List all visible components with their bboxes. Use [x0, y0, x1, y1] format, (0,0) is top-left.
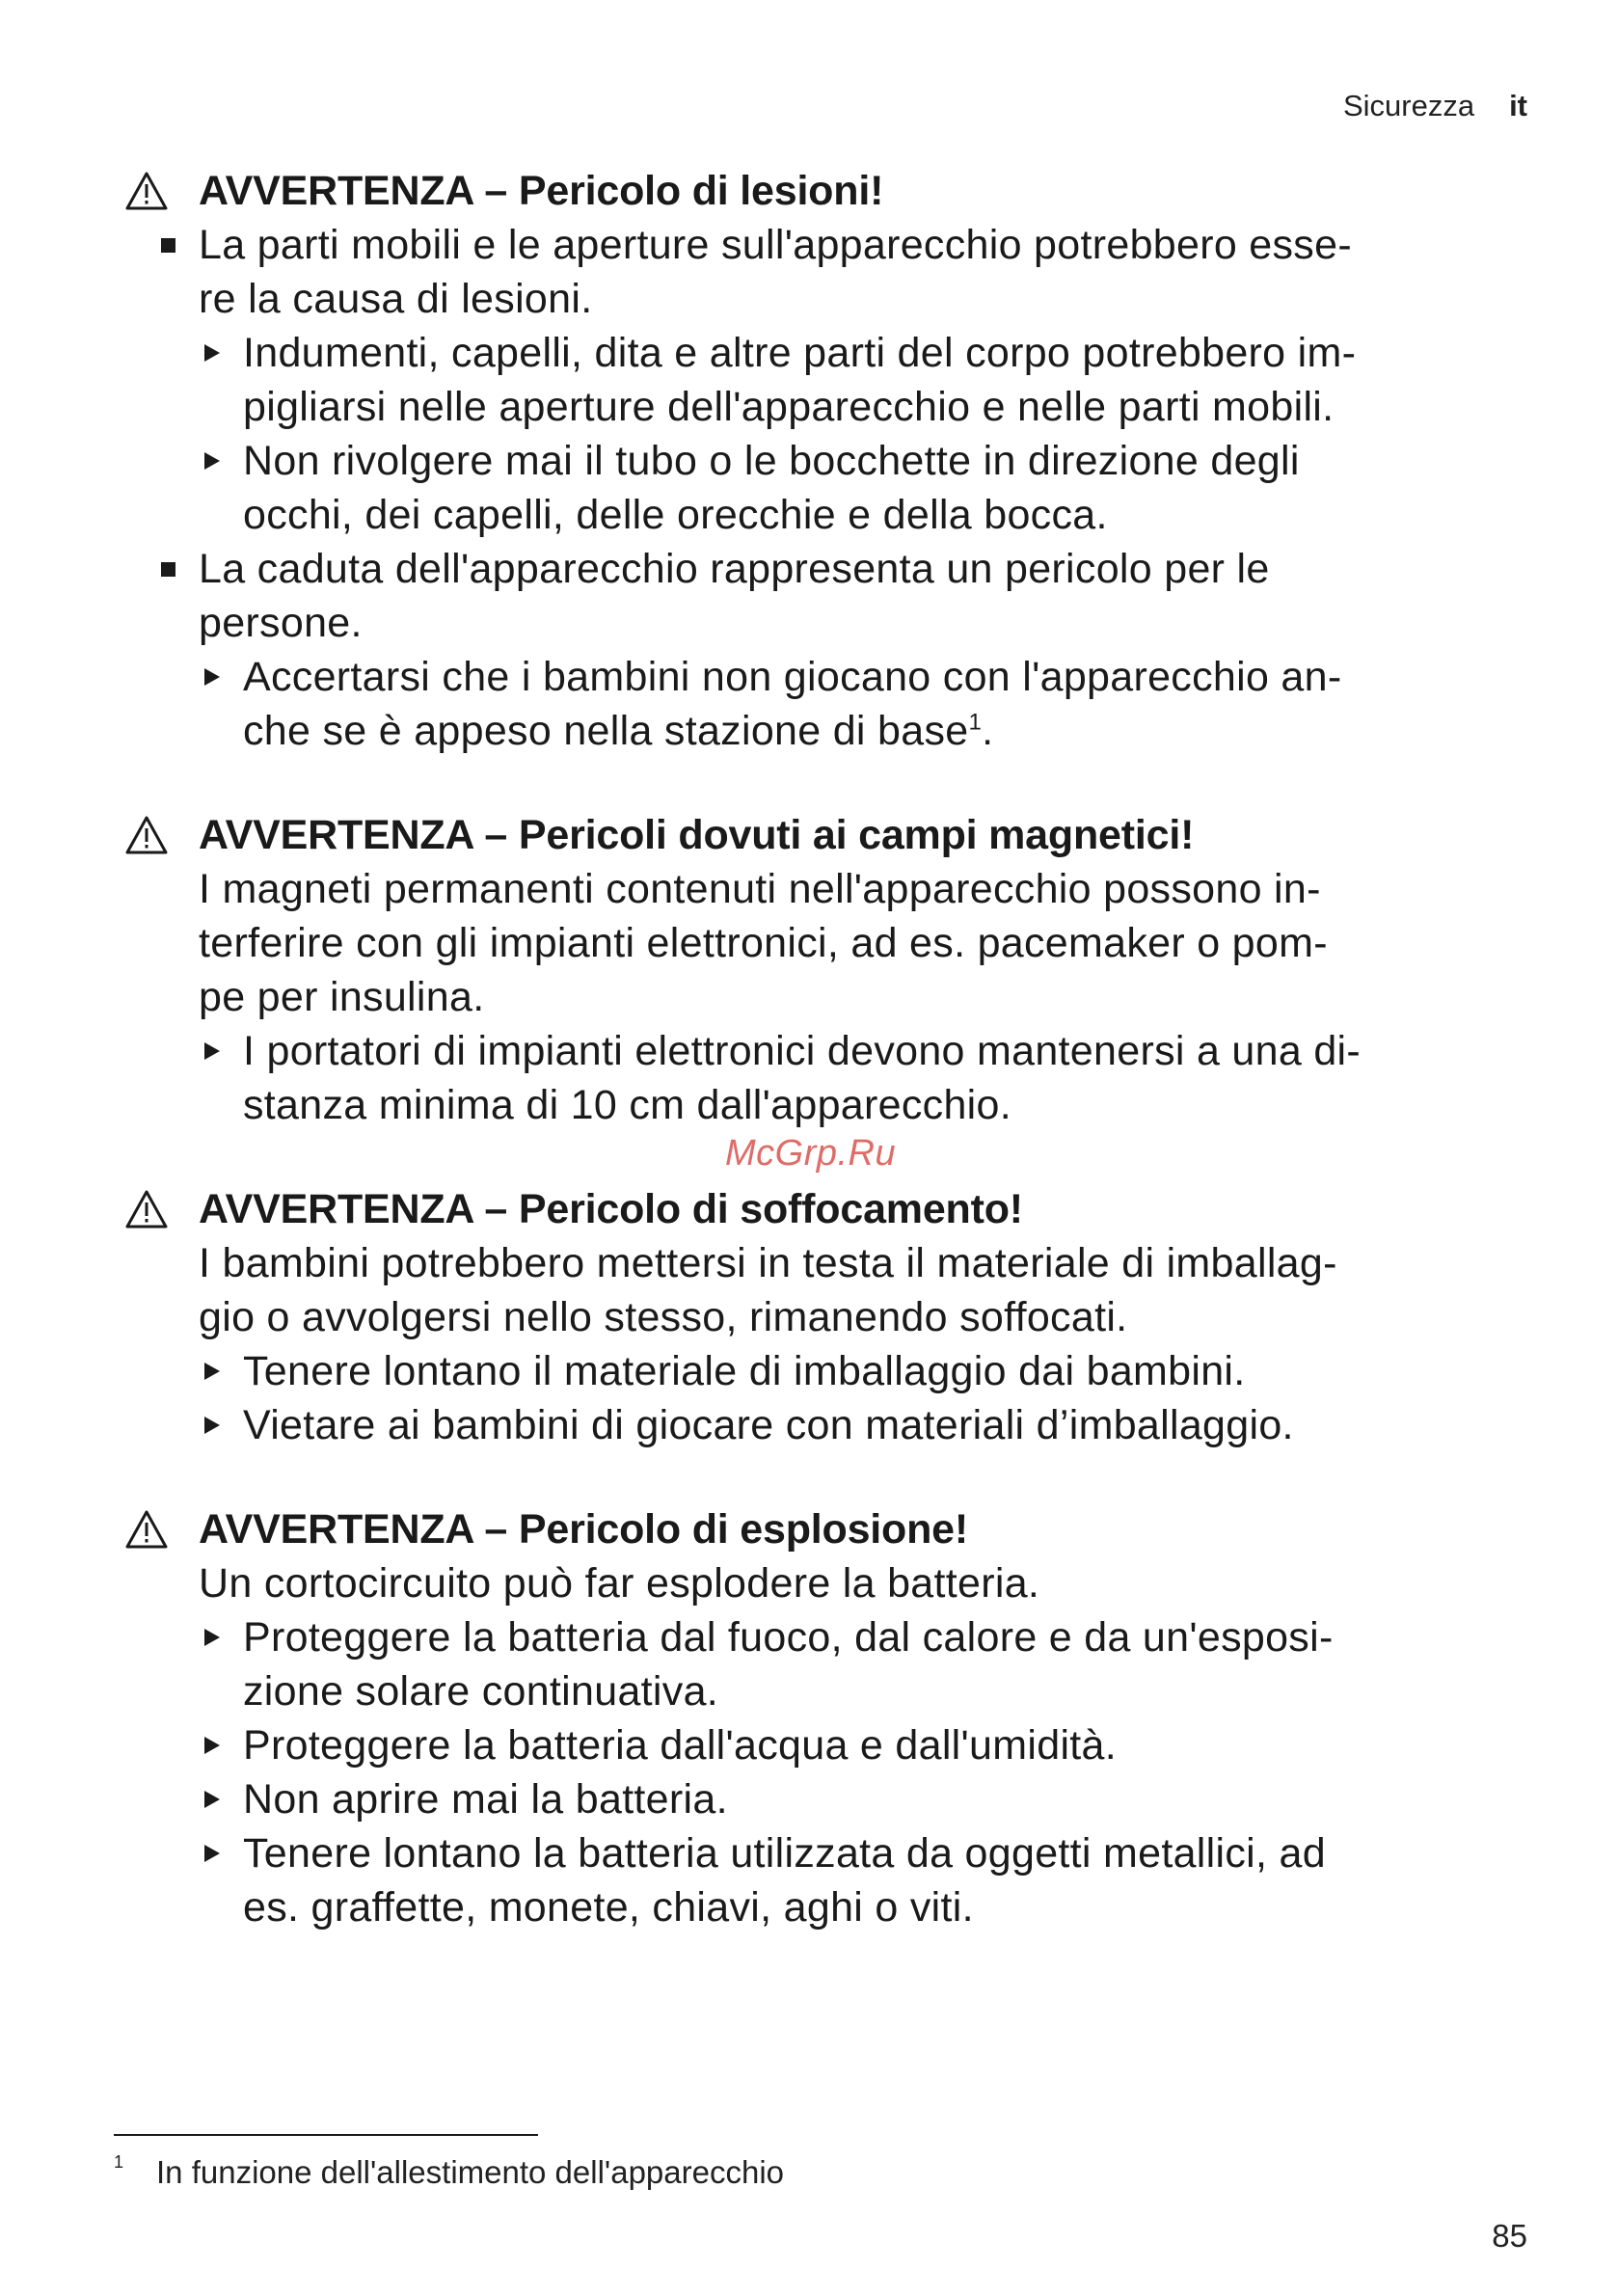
- warning-title: AVVERTENZA – Pericolo di soffocamento!: [125, 1182, 1533, 1236]
- instruction-item: Proteggere la batteria dall'acqua e dall'umidità.: [125, 1718, 1533, 1772]
- footnote: [114, 2152, 784, 2191]
- warning-triangle-icon: [125, 816, 168, 854]
- arrow-right-icon: [204, 1737, 220, 1754]
- warning-title: AVVERTENZA – Pericolo di lesioni!: [125, 164, 1533, 218]
- footnote-divider: [114, 2134, 538, 2136]
- footnote-number: 1: [114, 2152, 124, 2172]
- instruction-item: Non rivolgere mai il tubo o le bocchette in direzione degli occhi, dei capelli, delle orecchie e della bocca.: [125, 434, 1533, 542]
- instruction-item: Indumenti, capelli, dita e altre parti del corpo potrebbero im- pigliarsi nelle aperture dell'apparecchio e nelle parti mobili.: [125, 326, 1533, 434]
- instruction-item: I portatori di impianti elettronici devono mantenersi a una di- stanza minima di 10 cm dall'apparecchio.: [125, 1024, 1533, 1132]
- bullet-square-icon: [161, 238, 175, 253]
- watermark: McGrp.Ru: [725, 1133, 897, 1174]
- warning-injury: [125, 164, 1533, 758]
- warning-title: AVVERTENZA – Pericoli dovuti ai campi magnetici!: [125, 808, 1533, 862]
- bullet-item: La caduta dell'apparecchio rappresenta un pericolo per le persone.: [125, 542, 1533, 650]
- warning-triangle-icon: [125, 1190, 168, 1229]
- arrow-right-icon: [204, 1791, 220, 1808]
- language-code: it: [1509, 89, 1527, 122]
- arrow-right-icon: [204, 1629, 220, 1646]
- arrow-right-icon: [204, 1042, 220, 1060]
- section-title: Sicurezza: [1342, 89, 1475, 122]
- arrow-right-icon: [204, 1417, 220, 1434]
- warning-title: AVVERTENZA – Pericolo di esplosione!: [125, 1502, 1533, 1556]
- instruction-item: Proteggere la batteria dal fuoco, dal calore e da un'esposi- zione solare continuativa.: [125, 1610, 1533, 1718]
- page-header: [1343, 89, 1527, 123]
- footnote-reference: 1: [968, 709, 983, 736]
- footnote-text: In funzione dell'allestimento dell'apparecchio: [156, 2154, 785, 2190]
- instruction-item: Tenere lontano la batteria utilizzata da oggetti metallici, ad es. graffette, monete, chiavi, aghi o viti.: [125, 1826, 1533, 1934]
- warning-body: I bambini potrebbero mettersi in testa il materiale di imballag- gio o avvolgersi nello stesso, rimanendo soffocati.: [199, 1240, 1337, 1340]
- instruction-item: Vietare ai bambini di giocare con materiali d’imballaggio.: [125, 1398, 1533, 1452]
- warning-explosion: [125, 1502, 1533, 1934]
- instruction-item: Accertarsi che i bambini non giocano con l'apparecchio an- che se è appeso nella stazione di base$^1$.: [125, 650, 1533, 758]
- warning-body: Un cortocircuito può far esplodere la batteria.: [199, 1560, 1040, 1607]
- arrow-right-icon: [204, 344, 220, 362]
- arrow-right-icon: [204, 668, 220, 686]
- content: [125, 164, 1533, 1985]
- warning-suffocation: [125, 1182, 1533, 1452]
- arrow-right-icon: [204, 1845, 220, 1862]
- instruction-item: Non aprire mai la batteria.: [125, 1772, 1533, 1826]
- warning-body: I magneti permanenti contenuti nell'apparecchio possono in- terferire con gli impianti elettronici, ad es. pacemaker o pom- pe per insulina.: [199, 866, 1328, 1020]
- warning-magnetic: [125, 808, 1533, 1132]
- warning-triangle-icon: [125, 1510, 168, 1549]
- warning-triangle-icon: [125, 172, 168, 210]
- arrow-right-icon: [204, 452, 220, 470]
- instruction-item: Tenere lontano il materiale di imballaggio dai bambini.: [125, 1344, 1533, 1398]
- bullet-square-icon: [161, 562, 175, 577]
- page-number: 85: [1492, 2218, 1527, 2254]
- arrow-right-icon: [204, 1363, 220, 1380]
- bullet-item: La parti mobili e le aperture sull'apparecchio potrebbero esse- re la causa di lesioni.: [125, 218, 1533, 326]
